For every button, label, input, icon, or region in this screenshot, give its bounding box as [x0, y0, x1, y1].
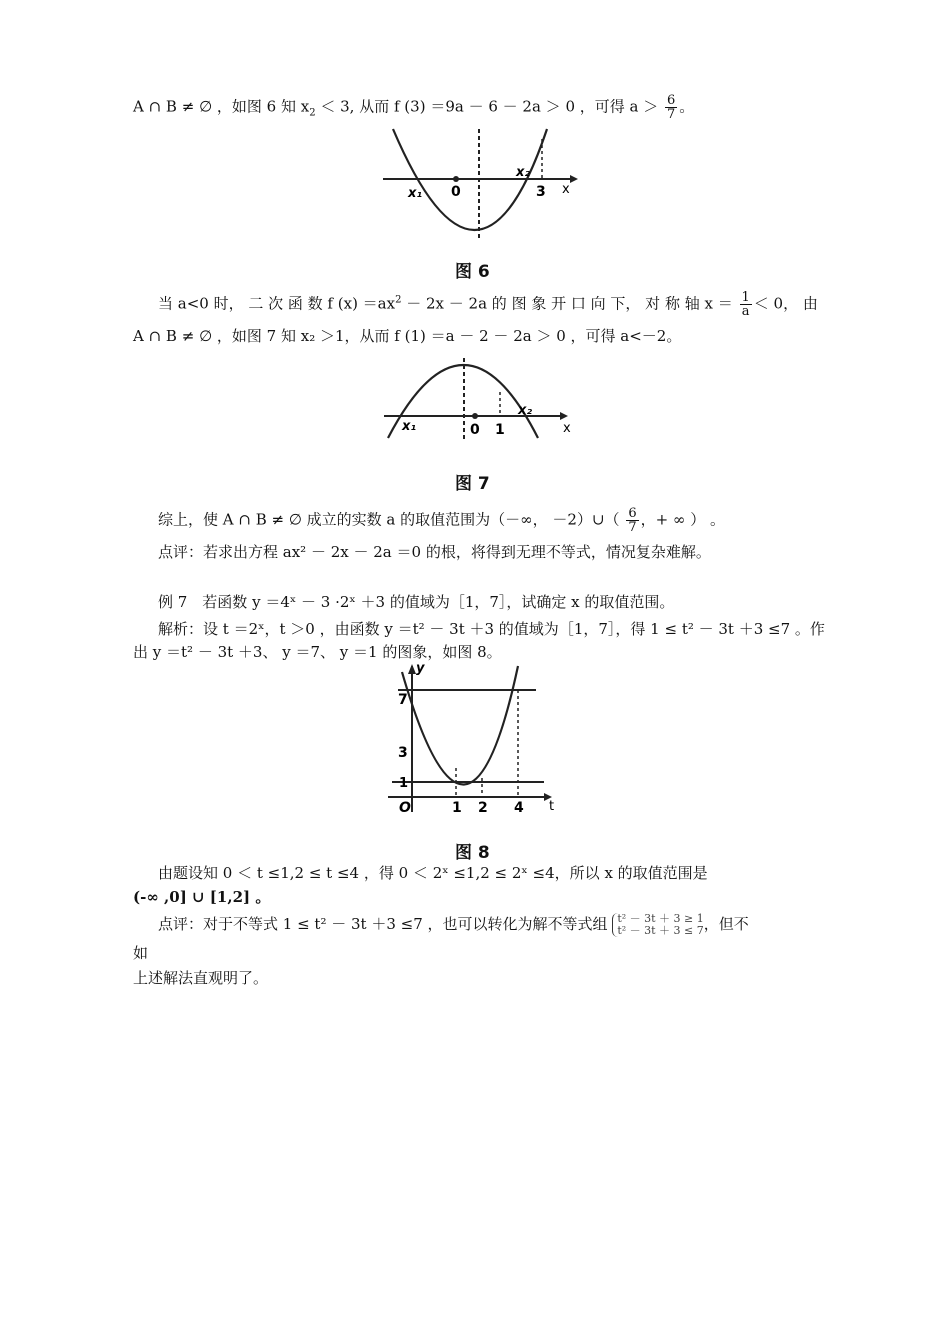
figure-6-caption: 图 6 [455, 262, 490, 282]
text-line-7: 例 7 若函数 y ＝4ˣ － 3 ·2ˣ ＋3 的值域为［1，7］，试确定 x 的取值范围。 [158, 593, 675, 611]
text-line-4: A ∩ B ≠ ∅ ，如图 7 知 x₂ ＞1，从而 f (1) ＝a － 2 － 2a ＞ 0 ，可得 a<－2。 [133, 327, 682, 345]
figure-8-caption: 图 8 [455, 843, 490, 863]
fraction [665, 94, 677, 121]
text-line-1 [133, 94, 694, 123]
label-t: t [549, 799, 555, 814]
label-origin: 0 [451, 184, 461, 200]
figure-6 [375, 125, 585, 243]
text: 当 a<0 时， 二 次 函 数 f (x) ＝ax [158, 294, 396, 313]
label-x2: x₂ [516, 165, 531, 180]
label-x: x [562, 182, 570, 197]
figure-8 [386, 660, 566, 820]
label-x1: x₁ [402, 419, 417, 434]
x-axis-arrow [560, 412, 568, 420]
text-line-8: 解析：设 t ＝2ˣ，t ＞0 ，由函数 y ＝t² － 3t ＋3 的值域为［1，7］，得 1 ≤ t² － 3t ＋3 ≤7 。作 [158, 620, 825, 638]
label-origin: 0 [470, 422, 480, 438]
label-x1: x₁ [408, 186, 423, 201]
text-line-12 [158, 913, 749, 937]
label-1: 1 [495, 422, 505, 438]
origin-point [472, 413, 478, 419]
label-7: 7 [398, 692, 408, 708]
text: 点评：对于不等式 1 ≤ t² － 3t ＋3 ≤7 ，也可以转化为解不等式组 [158, 915, 608, 933]
label-y: y [416, 661, 425, 676]
label-x2: x₂ [518, 403, 533, 418]
fraction [740, 291, 752, 318]
label-3: 3 [398, 745, 408, 761]
text: A ∩ B ≠ ∅ ，如图 6 知 x [133, 97, 310, 116]
text: ＜ 3, 从而 f (3) ＝9a － 6 － 2a ＞ 0 ，可得 a ＞ [315, 97, 659, 116]
text: ，但不 [703, 915, 749, 933]
text-line-3 [158, 291, 818, 318]
label-1-y: 1 [399, 776, 409, 791]
denominator: 7 [667, 107, 676, 122]
inequality-1: t² － 3t ＋ 3 ≥ 1 [617, 912, 704, 925]
inequality-2: t² － 3t ＋ 3 ≤ 7 [617, 924, 704, 937]
label-t-2: 2 [478, 800, 488, 816]
label-x: x [563, 421, 571, 436]
denominator: 7 [628, 520, 637, 535]
text-line-10: 由题设知 0 ＜ t ≤1,2 ≤ t ≤4 ，得 0 ＜ 2ˣ ≤1,2 ≤ 2ˣ ≤4，所以 x 的取值范围是 [158, 864, 708, 882]
text: 综上，使 A ∩ B ≠ ∅ 成立的实数 a 的取值范围为（－∞， －2）∪（ [158, 510, 620, 529]
label-origin: O [399, 800, 411, 816]
y-axis-arrow [408, 664, 416, 674]
numerator: 6 [667, 93, 676, 108]
subscript: 2 [309, 107, 316, 119]
figure-7 [380, 352, 580, 444]
text: 。 [679, 97, 695, 116]
label-t-4: 4 [514, 800, 524, 816]
text-line-11: (-∞ ,0] ∪ [1,2] 。 [133, 888, 271, 906]
denominator: a [741, 304, 750, 319]
label-t-1: 1 [452, 800, 462, 816]
origin-point [453, 176, 459, 182]
figure-7-caption: 图 7 [455, 474, 490, 494]
text: ＜ 0， 由 [753, 294, 818, 313]
text-line-13: 如 [133, 944, 149, 962]
x-axis-arrow [570, 175, 578, 183]
numerator: 1 [741, 290, 750, 305]
text-line-6: 点评：若求出方程 ax² － 2x － 2a ＝0 的根，将得到无理不等式，情况复杂难解。 [158, 543, 711, 561]
label-3: 3 [536, 184, 546, 200]
parabola-curve [402, 666, 518, 785]
superscript: 2 [395, 294, 402, 306]
numerator: 6 [628, 506, 637, 521]
inequality-system [612, 913, 703, 937]
text-line-5 [158, 507, 725, 534]
text: ，+ ∞ ） 。 [640, 510, 725, 529]
text-line-14: 上述解法直观明了。 [133, 969, 269, 987]
text: － 2x － 2a 的 图 象 开 口 向 下， 对 称 轴 x ＝ [401, 294, 733, 313]
text-line-9: 出 y ＝t² － 3t ＋3、 y ＝7、 y ＝1 的图象，如图 8。 [133, 643, 502, 661]
fraction [626, 507, 638, 534]
